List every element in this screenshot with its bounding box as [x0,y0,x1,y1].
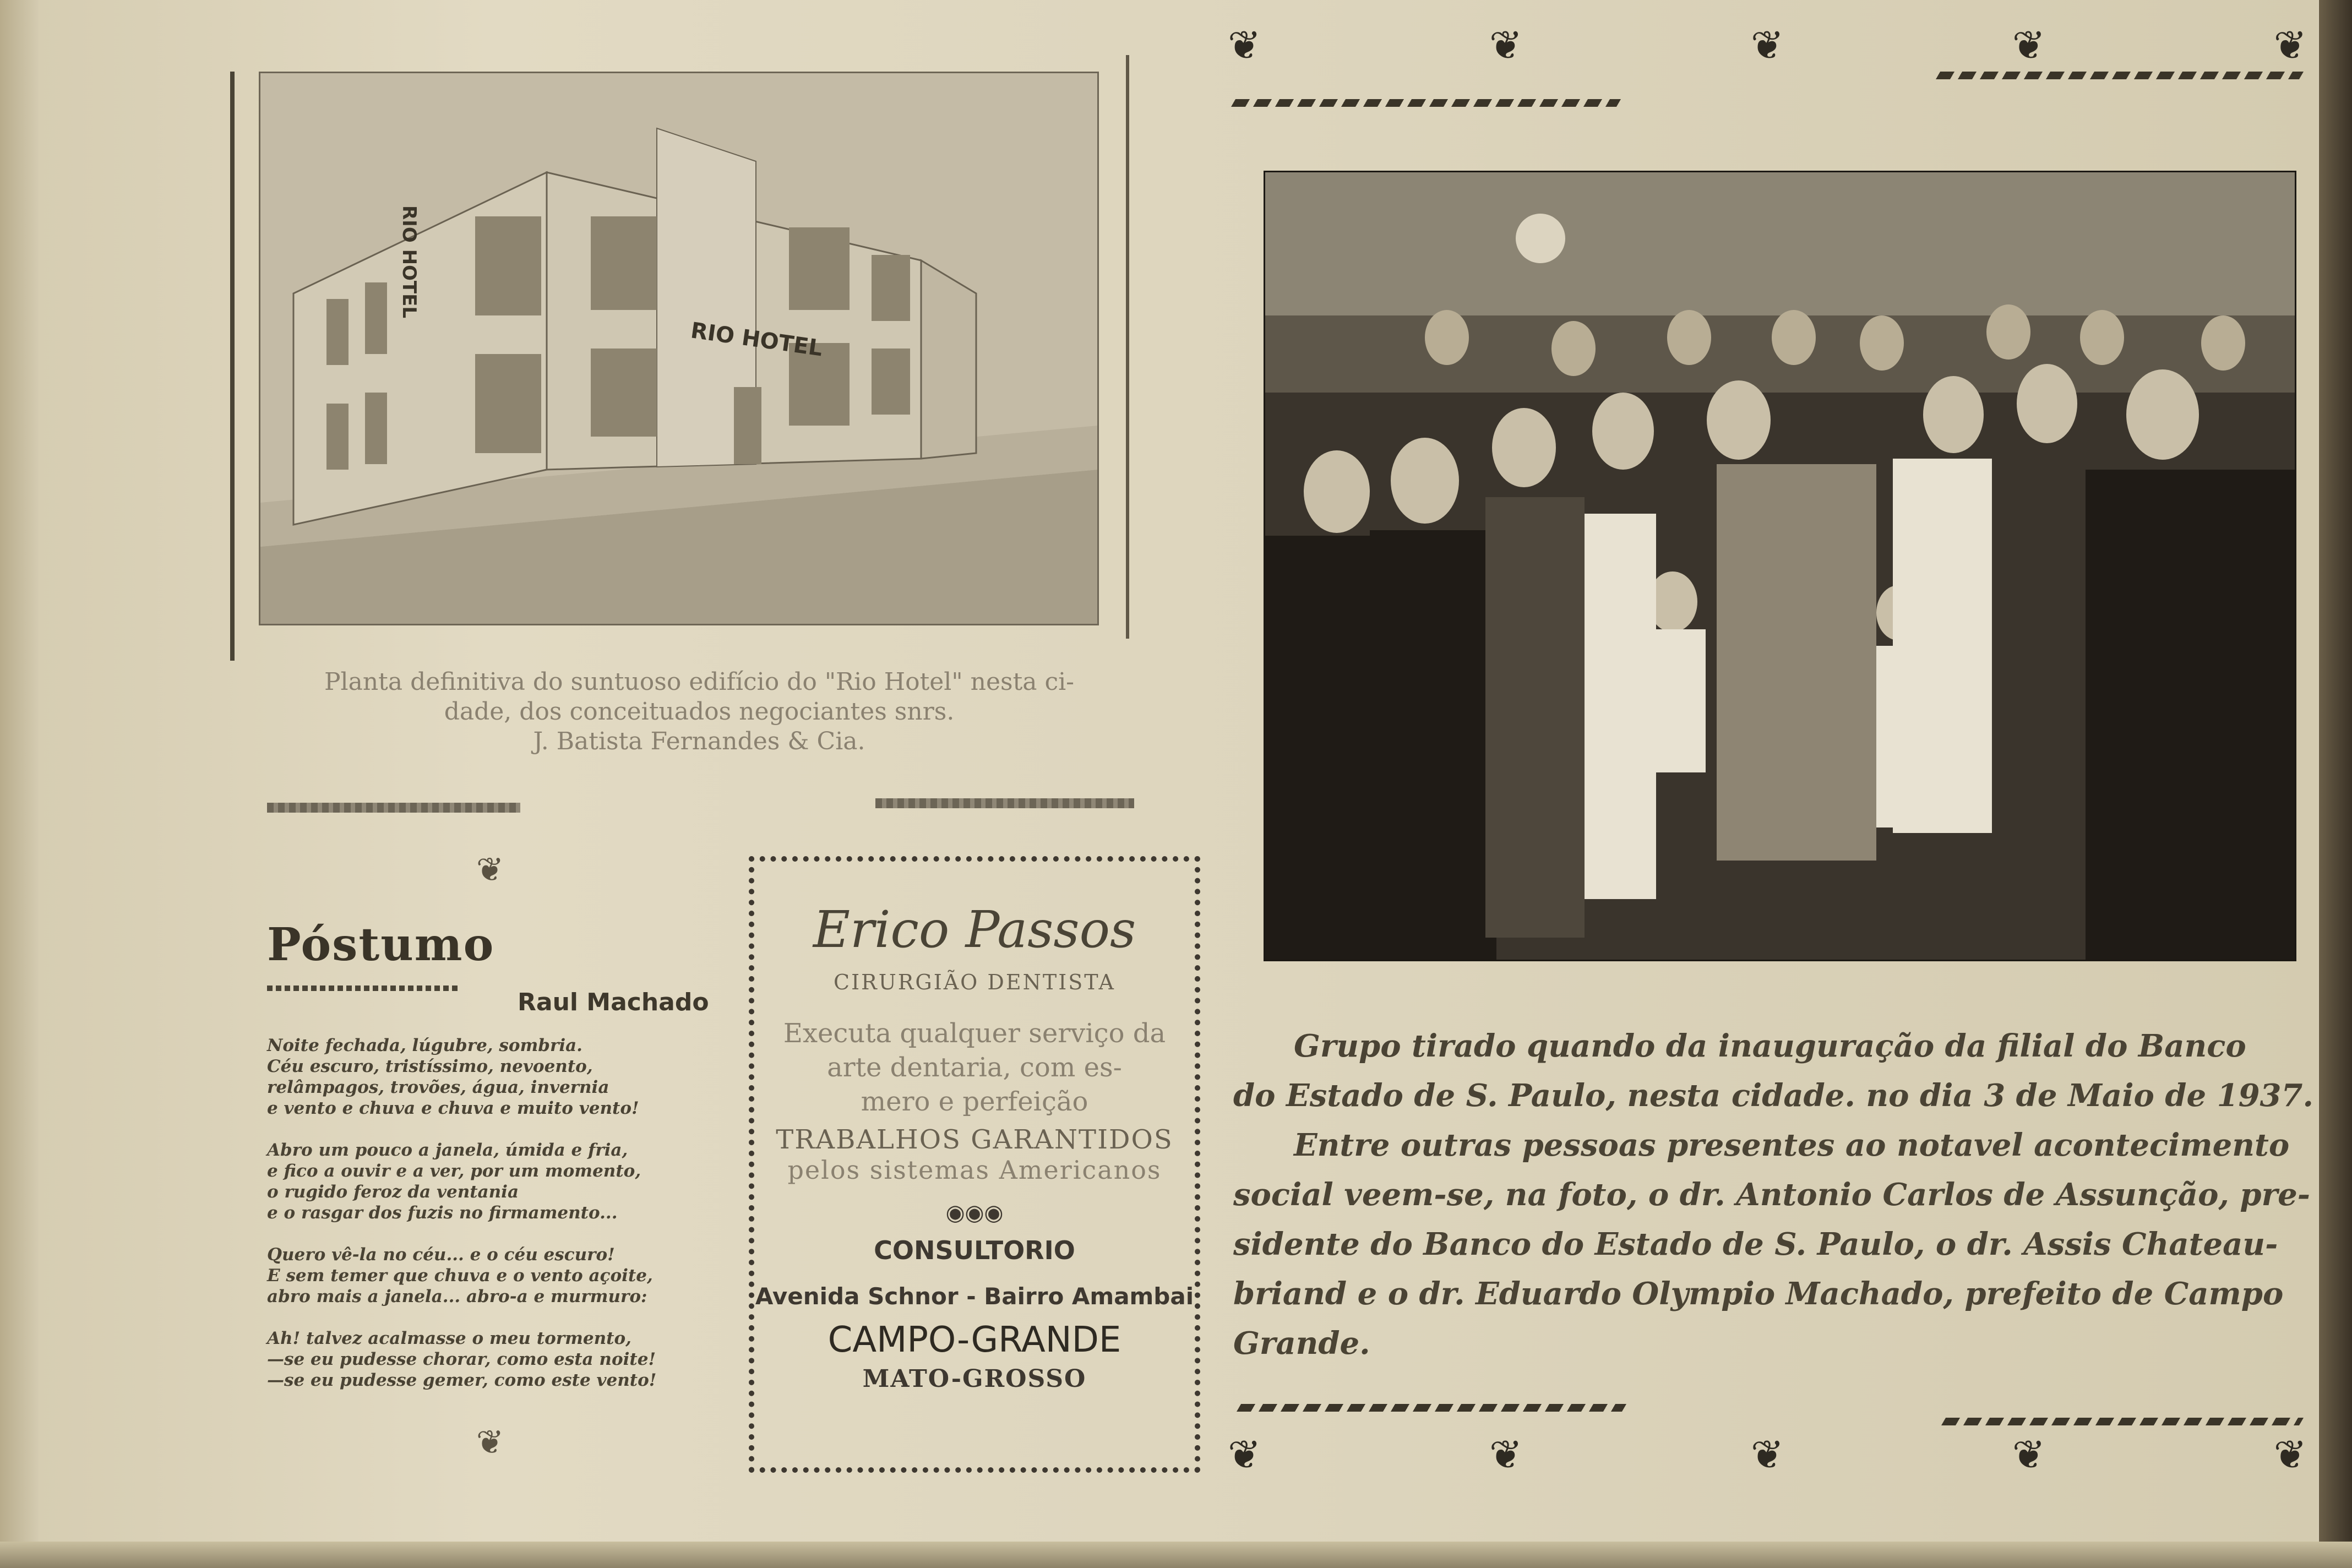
fleuron-icon: ❦ [2012,22,2046,68]
poem-stanza-3 [267,1244,724,1307]
ad-name: Erico Passos [813,900,1136,959]
poem-line: E sem temer que chuva e o vento açoite, [267,1266,653,1286]
photo-caption-line: do Estado de S. Paulo, nesta cidade. no dia 3 de Maio de 1937. [1233,1077,2313,1114]
poem-title-underline [267,986,460,991]
ad-description-line: Executa qualquer serviço da [783,1018,1166,1049]
building-sign-vertical: RIO HOTEL [398,205,420,319]
poem-line: relâmpagos, trovões, água, invernia [267,1077,609,1097]
ad-description-line: arte dentaria, com es- [827,1052,1122,1083]
page-right-edge [2319,0,2352,1568]
poem-line: abro mais a janela... abro-a e murmuro: [267,1287,647,1306]
dashed-rule [1936,72,2304,79]
fleuron-icon: ❦ [1228,22,1261,68]
group-photograph [1264,171,2296,961]
photo-caption-line: Entre outras pessoas presentes ao notavel acontecimento [1294,1127,2290,1163]
building-caption-line-1: Planta definitiva do suntuoso edifício do "Rio Hotel" nesta ci- [324,668,1075,696]
fleuron-icon: ❦ [2273,22,2307,68]
poem-stanza-2 [267,1140,724,1223]
page-spine [0,0,39,1568]
fleuron-icon: ❦ [1750,22,1784,68]
poem-line: Quero vê-la no céu... e o céu escuro! [267,1245,615,1265]
dashed-rule [1941,1418,2304,1425]
building-sign-front: RIO HOTEL [689,318,824,362]
fleuron-icon: ❦ [2273,1431,2307,1478]
building-caption [259,667,1140,756]
poem-title: Póstumo [267,918,495,971]
ad-city: CAMPO-GRANDE [827,1320,1121,1360]
dashed-rule [1237,1404,1626,1412]
photo-caption-line: social veem-se, na foto, o dr. Antonio Carlos de Assunção, pre- [1233,1177,2310,1213]
poem-line: —se eu pudesse chorar, como esta noite! [267,1349,656,1369]
rio-hotel-illustration [259,72,1099,625]
section-rule-right [875,798,1134,808]
ad-divider-icon: ◉◉◉ [945,1200,1004,1226]
poem-top-ornament-icon: ❦ [476,851,504,889]
poem-stanza-4 [267,1328,724,1391]
fleuron-icon: ❦ [1489,1431,1523,1478]
poem-bottom-ornament-icon: ❦ [476,1423,504,1462]
fleuron-icon: ❦ [1750,1431,1784,1478]
ad-office: CONSULTORIO [874,1235,1075,1265]
ad-description-line: mero e perfeição [861,1086,1088,1117]
photo-caption [1233,1021,2318,1368]
poem-stanza-1 [267,1035,724,1119]
poem-line: Noite fechada, lúgubre, sombria. [267,1036,582,1055]
ad-description [754,1016,1195,1119]
photo-caption-line: Grande. [1233,1325,1370,1362]
poem-line: o rugido feroz da ventania [267,1182,519,1202]
poem-line: e vento e chuva e chuva e muito vento! [267,1098,639,1118]
section-rule-left [267,803,520,813]
photo-caption-line: briand e o dr. Eduardo Olympio Machado, prefeito de Campo [1233,1276,2284,1312]
fleuron-icon: ❦ [1489,22,1523,68]
ad-state: MATO-GROSSO [862,1365,1087,1393]
left-border-bar [230,72,235,661]
building-caption-line-2: dade, dos conceituados negociantes snrs. [444,698,955,726]
poem-line: Abro um pouco a janela, úmida e fria, [267,1140,628,1160]
poem-line: —se eu pudesse gemer, como este vento! [267,1370,657,1390]
poem-line: e o rasgar dos fuzis no firmamento... [267,1203,618,1223]
ad-systems: pelos sistemas Americanos [787,1155,1162,1185]
ad-address: Avenida Schnor - Bairro Amambai [755,1283,1194,1310]
poem-author: Raul Machado [518,988,709,1016]
ad-guarantee: TRABALHOS GARANTIDOS [776,1124,1173,1155]
poem-line: Ah! talvez acalmasse o meu tormento, [267,1329,631,1348]
poem-line: e fico a ouvir e a ver, por um momento, [267,1161,641,1181]
photo-caption-line: Grupo tirado quando da inauguração da filial do Banco [1294,1028,2246,1064]
poem-line: Céu escuro, tristíssimo, nevoento, [267,1057,593,1076]
dentist-advertisement [749,856,1200,1473]
poem-body [267,1035,724,1412]
fleuron-icon: ❦ [1228,1431,1261,1478]
bottom-ornament-row [1228,1431,2307,1478]
ad-profession: CIRURGIÃO DENTISTA [834,970,1115,994]
page-bottom-edge [0,1542,2352,1568]
dashed-rule [1231,99,1621,107]
top-ornament-row [1228,22,2307,68]
right-border-bar [1126,55,1129,639]
fleuron-icon: ❦ [2012,1431,2046,1478]
photo-caption-line: sidente do Banco do Estado de S. Paulo, o dr. Assis Chateau- [1233,1226,2278,1262]
building-caption-line-3: J. Batista Fernandes & Cia. [533,727,865,755]
